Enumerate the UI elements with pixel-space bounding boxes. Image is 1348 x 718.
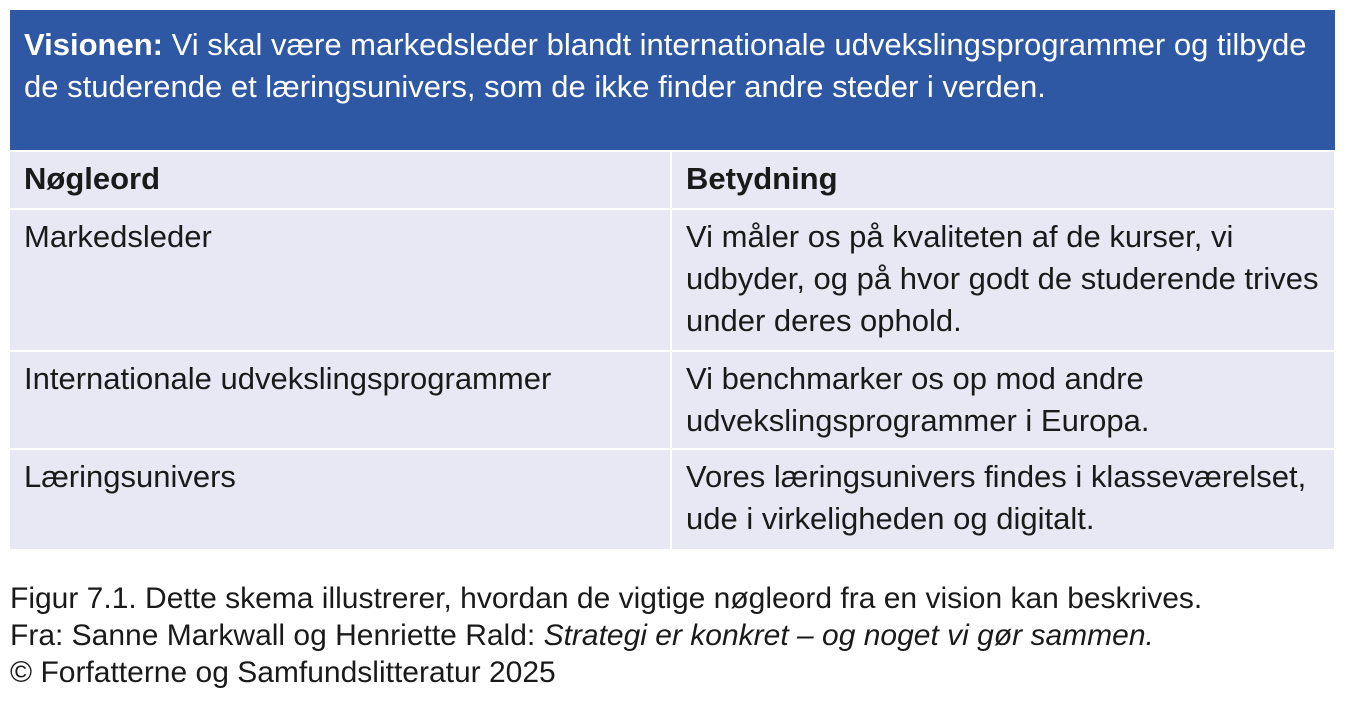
table-row: [10, 209, 1335, 351]
column-header-keyword: Nøgleord: [10, 151, 671, 209]
figure-caption: [10, 580, 1202, 691]
table-header-row: [10, 151, 1335, 209]
caption-book-title: Strategi er konkret – og noget vi gør sammen.: [543, 619, 1154, 652]
meaning-cell: Vores læringsunivers findes i klasseværelset, ude i virkeligheden og digitalt.: [671, 449, 1335, 549]
vision-figure: [10, 10, 1335, 549]
caption-line-1: Figur 7.1. Dette skema illustrerer, hvordan de vigtige nøgleord fra en vision kan beskrives.: [10, 582, 1203, 615]
keyword-cell: Læringsunivers: [10, 449, 671, 549]
column-header-meaning: Betydning: [671, 151, 1335, 209]
meaning-cell: Vi benchmarker os op mod andre udvekslingsprogrammer i Europa.: [671, 351, 1335, 449]
vision-label: Visionen:: [24, 27, 163, 62]
table-row: [10, 351, 1335, 449]
vision-text: Vi skal være markedsleder blandt internationale udvekslingsprogrammer og tilbyde de studerende et læringsunivers, som de ikke finder andre steder i verden.: [24, 27, 1307, 104]
caption-copyright: © Forfatterne og Samfundslitteratur 2025: [10, 656, 556, 689]
caption-source: Fra: Sanne Markwall og Henriette Rald:: [10, 619, 544, 652]
table-row: [10, 449, 1335, 549]
keyword-cell: Internationale udvekslingsprogrammer: [10, 351, 671, 449]
vision-banner: [10, 10, 1335, 150]
keyword-table: [10, 150, 1336, 549]
keyword-cell: Markedsleder: [10, 209, 671, 351]
meaning-cell: Vi måler os på kvaliteten af de kurser, vi udbyder, og på hvor godt de studerende trives under deres ophold.: [671, 209, 1335, 351]
caption-line-2: [10, 617, 1202, 654]
